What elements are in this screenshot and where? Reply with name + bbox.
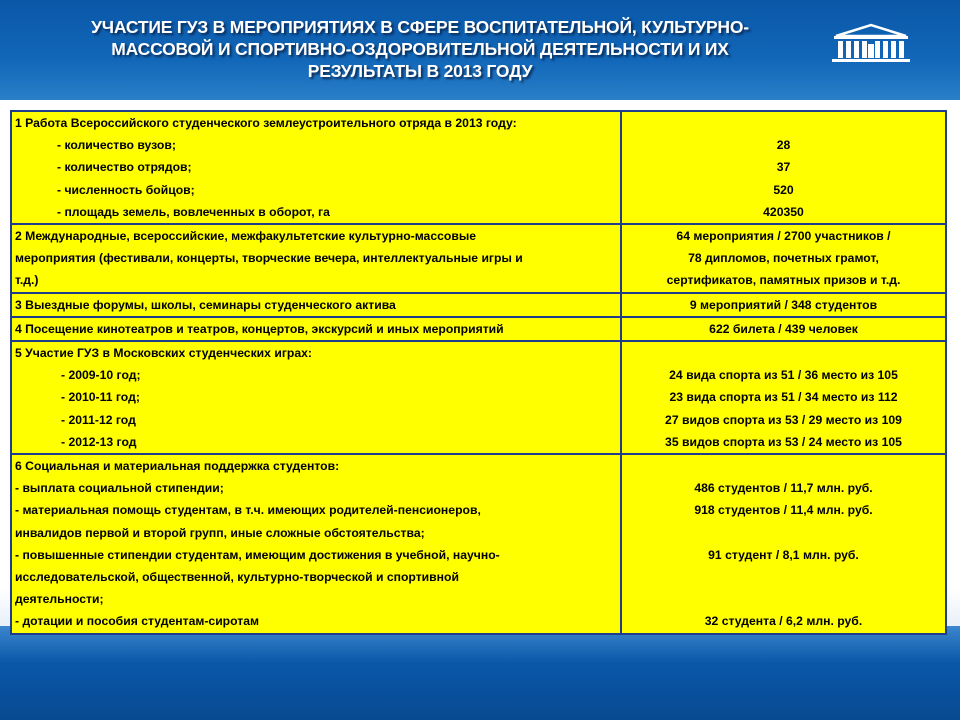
result-line	[625, 522, 942, 544]
title-line-3: РЕЗУЛЬТАТЫ В 2013 ГОДУ	[307, 61, 533, 81]
result-line	[625, 566, 942, 588]
row-text: т.д.)	[15, 273, 39, 288]
row-result	[621, 111, 946, 224]
row-text: - материальная помощь студентам, в т.ч. имеющих родителей-пенсионеров,	[15, 503, 481, 518]
result-line: 28	[776, 138, 791, 153]
row-subitem: - количество отрядов;	[57, 160, 192, 175]
row-text: инвалидов первой и второй групп, иные сложные обстоятельства;	[15, 525, 425, 540]
building-columns-icon	[828, 22, 914, 66]
result-line	[625, 588, 942, 610]
row-description	[11, 317, 621, 341]
row-heading: 4 Посещение кинотеатров и театров, концертов, экскурсий и иных мероприятий	[15, 321, 504, 336]
row-result	[621, 224, 946, 293]
row-subitem: - 2012-13 год	[61, 434, 137, 449]
footer-band	[0, 626, 960, 720]
row-heading: 1 Работа Всероссийского студенческого землеустроительного отряда в 2013 году:	[15, 116, 517, 130]
result-line: 64 мероприятия / 2700 участников /	[676, 229, 891, 244]
row-subitem: - площадь земель, вовлеченных в оборот, га	[57, 204, 330, 219]
row-description	[11, 454, 621, 634]
row-result	[621, 341, 946, 454]
table-row	[11, 293, 946, 317]
result-line	[625, 112, 942, 134]
result-line: 486 студентов / 11,7 млн. руб.	[694, 481, 873, 496]
table-row	[11, 454, 946, 634]
row-heading: 3 Выездные форумы, школы, семинары студенческого актива	[15, 297, 396, 312]
row-text: - дотации и пособия студентам-сиротам	[15, 614, 260, 629]
results-table	[10, 110, 947, 635]
result-line: 520	[773, 182, 794, 197]
result-line: 35 видов спорта из 53 / 24 место из 105	[665, 434, 902, 449]
table-row	[11, 317, 946, 341]
table-row	[11, 341, 946, 454]
row-text: исследовательской, общественной, культурно-творческой и спортивной	[15, 570, 459, 585]
row-subitem: - 2010-11 год;	[61, 390, 140, 405]
row-text: деятельности;	[15, 592, 104, 607]
result-line: 91 студент / 8,1 млн. руб.	[708, 547, 859, 562]
result-line: 27 видов спорта из 53 / 29 место из 109	[665, 412, 902, 427]
row-subitem: - 2009-10 год;	[61, 368, 141, 383]
row-subitem: - количество вузов;	[57, 138, 176, 153]
header-band	[0, 0, 960, 100]
row-result	[621, 293, 946, 317]
row-description	[11, 111, 621, 224]
result-line: 24 вида спорта из 51 / 36 место из 105	[669, 368, 898, 383]
row-result	[621, 454, 946, 634]
page-title	[20, 16, 820, 82]
row-heading: 2 Международные, всероссийские, межфакультетские культурно-массовые	[15, 229, 477, 244]
row-heading: 6 Социальная и материальная поддержка студентов:	[15, 459, 340, 474]
result-line	[625, 455, 942, 477]
row-heading: 5 Участие ГУЗ в Московских студенческих играх:	[15, 346, 312, 361]
row-description	[11, 224, 621, 293]
result-line: 622 билета / 439 человек	[709, 321, 858, 336]
row-text: мероприятия (фестивали, концерты, творческие вечера, интеллектуальные игры и	[15, 251, 523, 266]
result-line: 420350	[763, 204, 804, 219]
result-line: сертификатов, памятных призов и т.д.	[666, 273, 901, 288]
row-subitem: - 2011-12 год	[61, 412, 136, 427]
row-text: - выплата социальной стипендии;	[15, 481, 224, 496]
title-line-1: УЧАСТИЕ ГУЗ В МЕРОПРИЯТИЯХ В СФЕРЕ ВОСПИТАТЕЛЬНОЙ, КУЛЬТУРНО-	[91, 17, 749, 37]
row-result	[621, 317, 946, 341]
result-line: 78 дипломов, почетных грамот,	[688, 251, 879, 266]
result-line: 918 студентов / 11,4 млн. руб.	[694, 503, 873, 518]
result-line: 23 вида спорта из 51 / 34 место из 112	[669, 390, 898, 405]
row-description	[11, 341, 621, 454]
result-line	[625, 342, 942, 364]
table-row	[11, 224, 946, 293]
row-text: - повышенные стипендии студентам, имеющим достижения в учебной, научно-	[15, 547, 500, 562]
title-line-2: МАССОВОЙ И СПОРТИВНО-ОЗДОРОВИТЕЛЬНОЙ ДЕЯТЕЛЬНОСТИ И ИХ	[111, 39, 729, 59]
result-line: 9 мероприятий / 348 студентов	[689, 297, 878, 312]
result-line: 32 студента / 6,2 млн. руб.	[704, 614, 863, 629]
row-description	[11, 293, 621, 317]
table-row	[11, 111, 946, 224]
result-line: 37	[776, 160, 791, 175]
row-subitem: - численность бойцов;	[57, 182, 195, 197]
